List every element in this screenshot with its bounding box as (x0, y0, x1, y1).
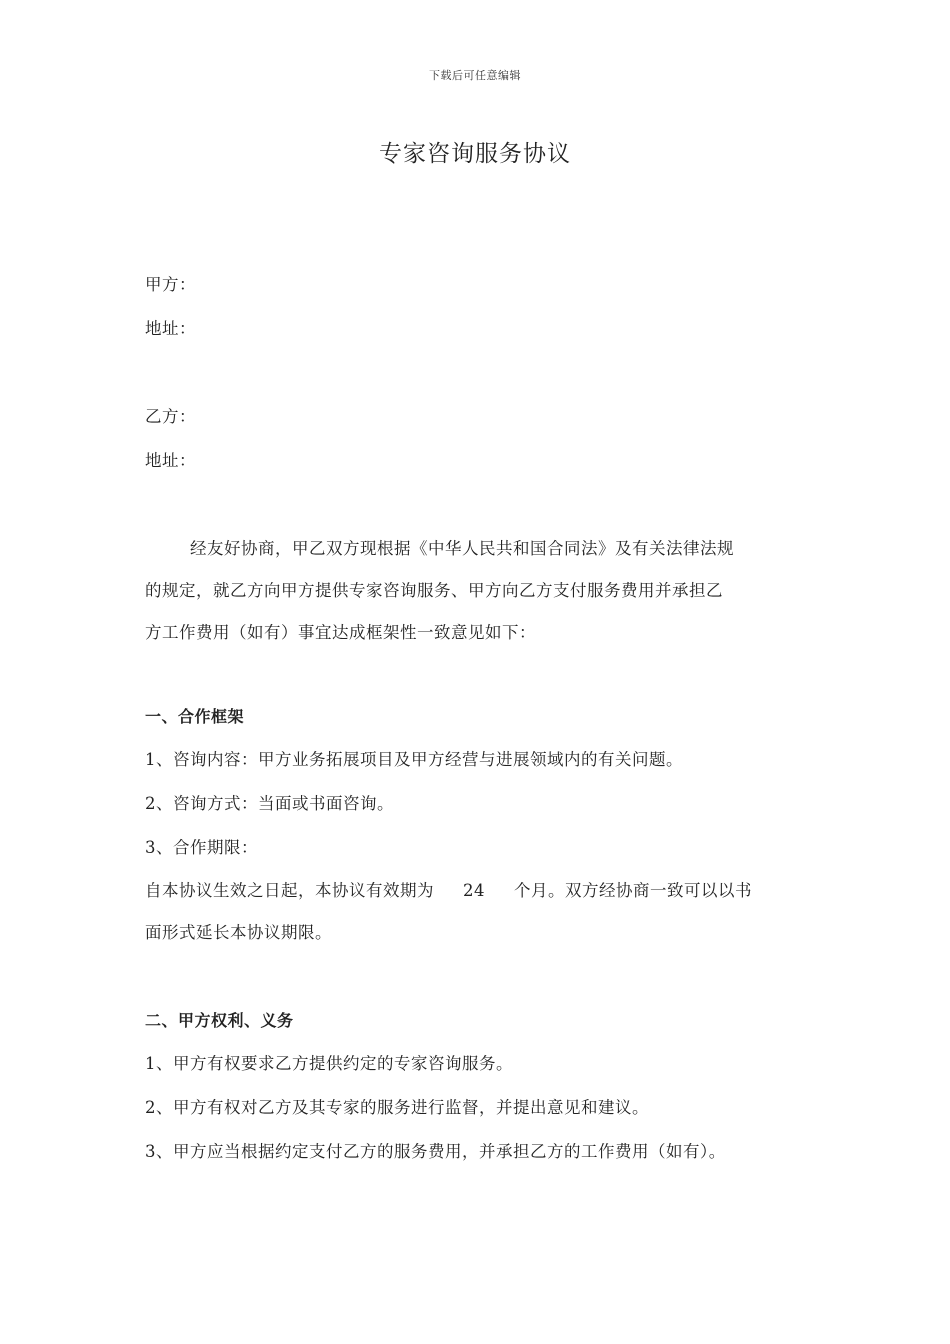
preamble-line-3: 方工作费用（如有）事宜达成框架性一致意见如下： (145, 623, 536, 642)
party-b-address-label: 地址： (145, 451, 196, 470)
party-a-address-label: 地址： (145, 319, 196, 338)
section-2-item-3: 3、甲方应当根据约定支付乙方的服务费用，并承担乙方的工作费用（如有）。 (145, 1142, 726, 1161)
preamble-line-2: 的规定，就乙方向甲方提供专家咨询服务、甲方向乙方支付服务费用并承担乙 (145, 581, 723, 600)
section-2-item-1: 1、甲方有权要求乙方提供约定的专家咨询服务。 (145, 1054, 513, 1073)
party-b-label: 乙方： (145, 407, 196, 426)
section-1-item-3: 3、合作期限： (145, 838, 258, 857)
party-a-label: 甲方： (145, 275, 196, 294)
section-2-heading: 二、甲方权利、义务 (145, 1011, 294, 1030)
preamble-line-1: 经友好协商，甲乙双方现根据《中华人民共和国合同法》及有关法律法规 (190, 539, 734, 558)
document-title: 专家咨询服务协议 (379, 141, 571, 167)
header-note: 下载后可任意编辑 (429, 69, 521, 82)
section-1-heading: 一、合作框架 (145, 707, 245, 726)
term-text-after: 个月。双方经协商一致可以以书 (514, 881, 752, 900)
section-1-item-1: 1、咨询内容：甲方业务拓展项目及甲方经营与进展领域内的有关问题。 (145, 750, 683, 769)
term-line-2: 面形式延长本协议期限。 (145, 923, 332, 942)
term-text-before: 自本协议生效之日起，本协议有效期为 (145, 881, 434, 900)
term-value: 24 (463, 881, 485, 900)
section-2-item-2: 2、甲方有权对乙方及其专家的服务进行监督，并提出意见和建议。 (145, 1098, 649, 1117)
section-1-item-2: 2、咨询方式：当面或书面咨询。 (145, 794, 394, 813)
term-sentence (145, 880, 752, 902)
